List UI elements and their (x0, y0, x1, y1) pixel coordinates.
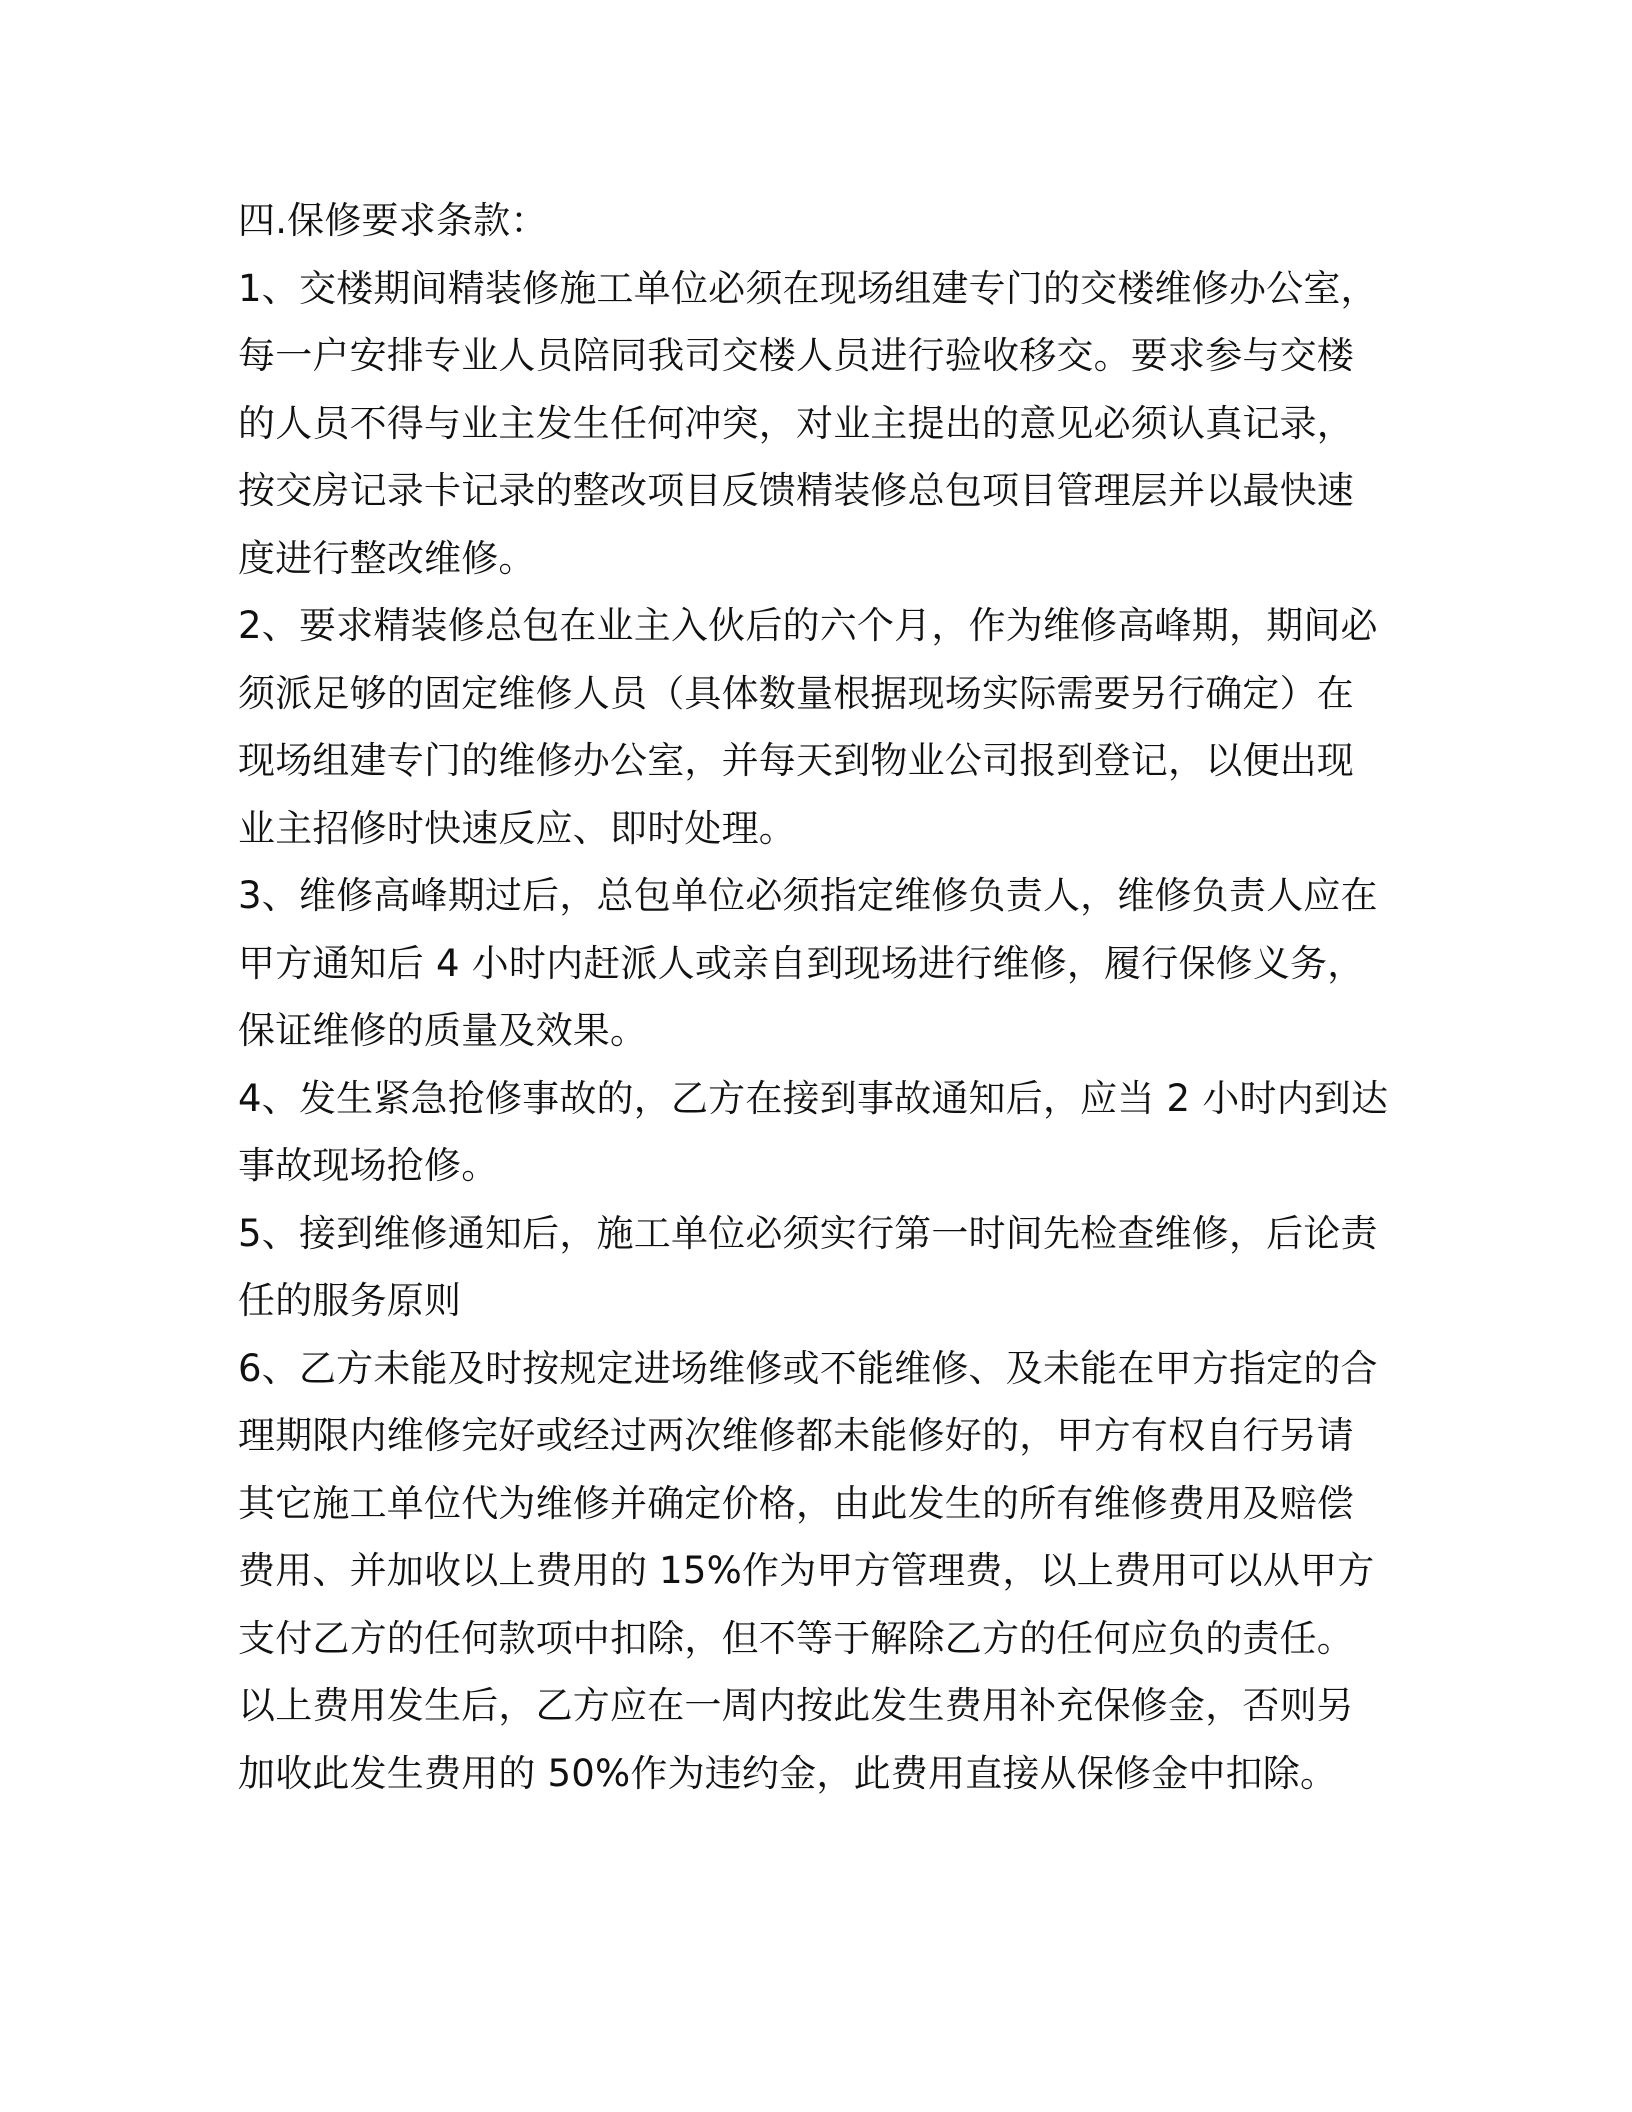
clause-1-line-4: 按交房记录卡记录的整改项目反馈精装修总包项目管理层并以最快速 (238, 469, 1354, 512)
clause-2-line-3: 现场组建专门的维修办公室，并每天到物业公司报到登记，以便出现 (238, 739, 1354, 782)
clause-3-line-3: 保证维修的质量及效果。 (238, 1009, 648, 1052)
clause-6-line-1: 6、乙方未能及时按规定进场维修或不能维修、及未能在甲方指定的合 (238, 1346, 1378, 1390)
clause-2-line-2: 须派足够的固定维修人员（具体数量根据现场实际需要另行确定）在 (238, 671, 1354, 715)
clause-3-line-2: 甲方通知后 4 小时内赶派人或亲自到现场进行维修，履行保修义务， (238, 941, 1365, 985)
clause-5-line-1: 5、接到维修通知后，施工单位必须实行第一时间先检查维修，后论责 (238, 1211, 1378, 1255)
clause-6-line-5: 支付乙方的任何款项中扣除，但不等于解除乙方的任何应负的责任。 (238, 1616, 1354, 1660)
clause-6-line-2: 理期限内维修完好或经过两次维修都未能修好的，甲方有权自行另请 (238, 1414, 1354, 1457)
clause-6-line-7: 加收此发生费用的 50%作为违约金，此费用直接从保修金中扣除。 (238, 1751, 1338, 1795)
clause-1-line-2: 每一户安排专业人员陪同我司交楼人员进行验收移交。要求参与交楼 (238, 334, 1354, 377)
clause-2-line-4: 业主招修时快速反应、即时处理。 (238, 806, 796, 850)
document-body (238, 187, 1398, 1807)
clause-1-line-5: 度进行整改维修。 (238, 536, 536, 580)
clause-3-line-1: 3、维修高峰期过后，总包单位必须指定维修负责人，维修负责人应在 (238, 874, 1378, 917)
clause-2-line-1: 2、要求精装修总包在业主入伙后的六个月，作为维修高峰期，期间必 (238, 604, 1378, 647)
clause-4-line-1: 4、发生紧急抢修事故的，乙方在接到事故通知后，应当 2 小时内到达 (238, 1076, 1389, 1120)
clause-6-line-4: 费用、并加收以上费用的 15%作为甲方管理费，以上费用可以从甲方 (238, 1549, 1375, 1592)
clause-6-line-3: 其它施工单位代为维修并确定价格，由此发生的所有维修费用及赔偿 (238, 1481, 1354, 1525)
clause-6-line-6: 以上费用发生后，乙方应在一周内按此发生费用补充保修金，否则另 (238, 1684, 1354, 1727)
clause-4-line-2: 事故现场抢修。 (238, 1144, 499, 1187)
clause-1-line-3: 的人员不得与业主发生任何冲突，对业主提出的意见必须认真记录， (238, 401, 1354, 445)
section-heading: 四.保修要求条款： (238, 199, 548, 242)
clause-5-line-2: 任的服务原则 (238, 1279, 462, 1322)
clause-1-line-1: 1、交楼期间精装修施工单位必须在现场组建专门的交楼维修办公室， (238, 266, 1378, 310)
